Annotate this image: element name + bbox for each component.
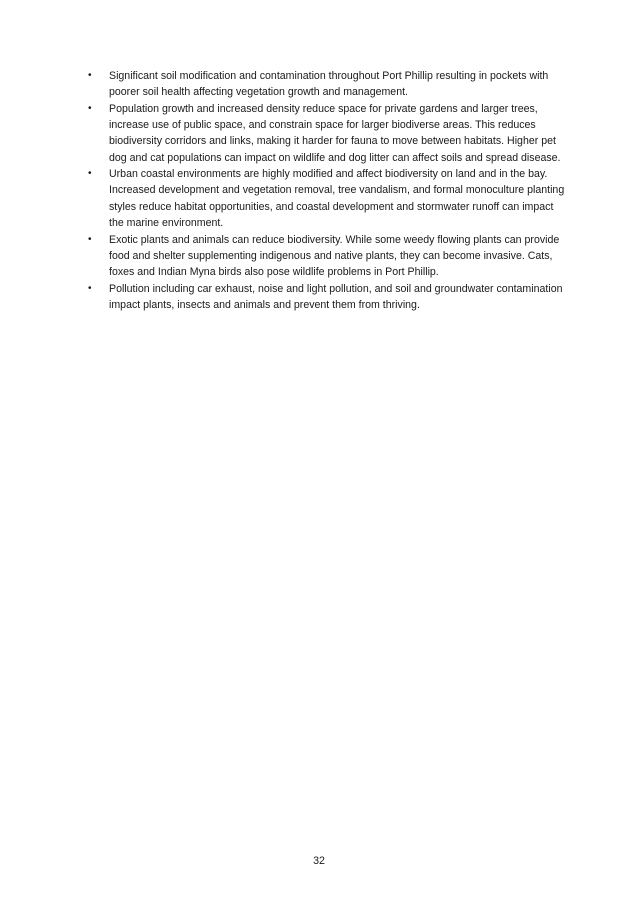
bullet-list [88, 68, 566, 314]
bullet-text: Pollution including car exhaust, noise and light pollution, and soil and groundwater contamination impact plants, insects and animals and prevent them from thriving. [109, 282, 563, 311]
bullet-text: Significant soil modification and contamination throughout Port Phillip resulting in pockets with poorer soil health affecting vegetation growth and management. [109, 70, 549, 99]
bullet-marker: • [88, 282, 92, 294]
bullet-text: Exotic plants and animals can reduce biodiversity. While some weedy flowing plants can provide food and shelter supplementing indigenous and native plants, they can become invasive. Cats, foxes and Indian Myna birds also pose wildlife problems in Port Phillip. [109, 233, 560, 278]
bullet-marker: • [88, 233, 92, 245]
page-number: 32 [313, 855, 325, 867]
list-item [88, 281, 566, 313]
list-item [88, 68, 566, 100]
list-item [88, 166, 566, 231]
bullet-marker: • [88, 168, 92, 180]
bullet-marker: • [88, 102, 92, 114]
bullet-text: Population growth and increased density reduce space for private gardens and larger trees, increase use of public space, and constrain space for larger biodiverse areas. This reduces biodiversity corridors and links, making it harder for fauna to move between habitats. Higher pet dog and cat populations can impact on wildlife and dog litter can affect soils and spread disease. [109, 102, 561, 164]
list-item [88, 232, 566, 281]
bullet-marker: • [88, 70, 92, 81]
bullet-text: Urban coastal environments are highly modified and affect biodiversity on land and in the bay. Increased development and vegetation removal, tree vandalism, and formal monoculture planting styles reduce habitat opportunities, and coastal development and stormwater runoff can impact the marine environment. [109, 168, 565, 229]
list-item [88, 101, 566, 166]
